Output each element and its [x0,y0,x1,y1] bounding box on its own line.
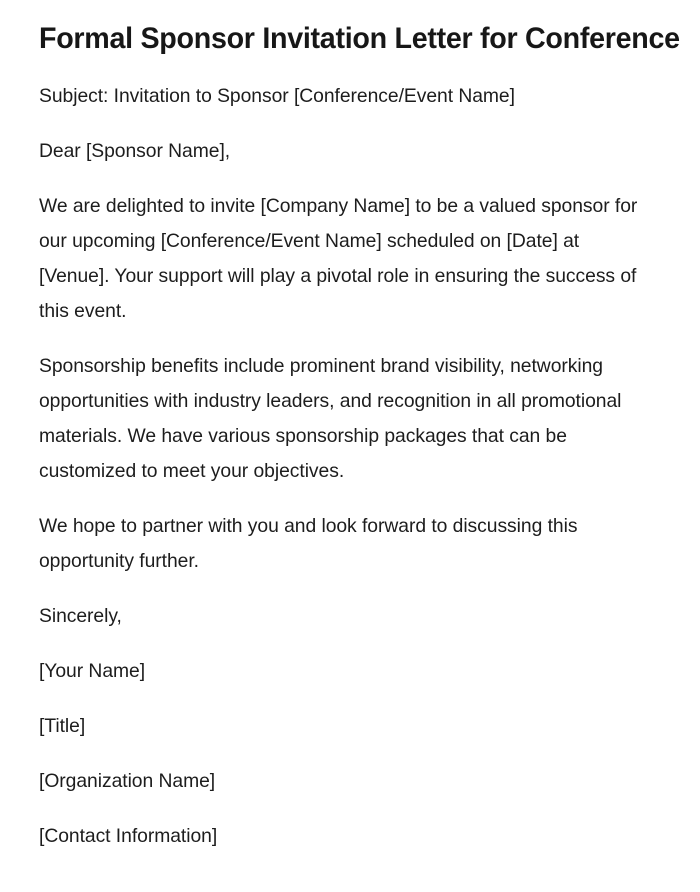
page-title: Formal Sponsor Invitation Letter for Conference [39,22,680,55]
signature-contact-information: [Contact Information] [39,825,218,847]
subject-line: Subject: Invitation to Sponsor [Conference/Event Name] [39,85,515,107]
body-paragraph-2: Sponsorship benefits include prominent brand visibility, networking opportunities with industry leaders, and recognition in all promotional materials. We have various sponsorship packages that can be customized to meet your objectives. [39,355,622,482]
signature-title: [Title] [39,715,86,737]
salutation: Dear [Sponsor Name], [39,140,231,162]
closing-salutation: Sincerely, [39,605,122,627]
body-paragraph-1: We are delighted to invite [Company Name] to be a valued sponsor for our upcoming [Conference/Event Name] scheduled on [Date] at [Venue]. Your support will play a pivotal role in ensuring the success of this event. [39,195,638,322]
body-paragraph-3: We hope to partner with you and look forward to discussing this opportunity further. [39,515,578,572]
signature-organization-name: [Organization Name] [39,770,216,792]
signature-your-name: [Your Name] [39,660,146,682]
